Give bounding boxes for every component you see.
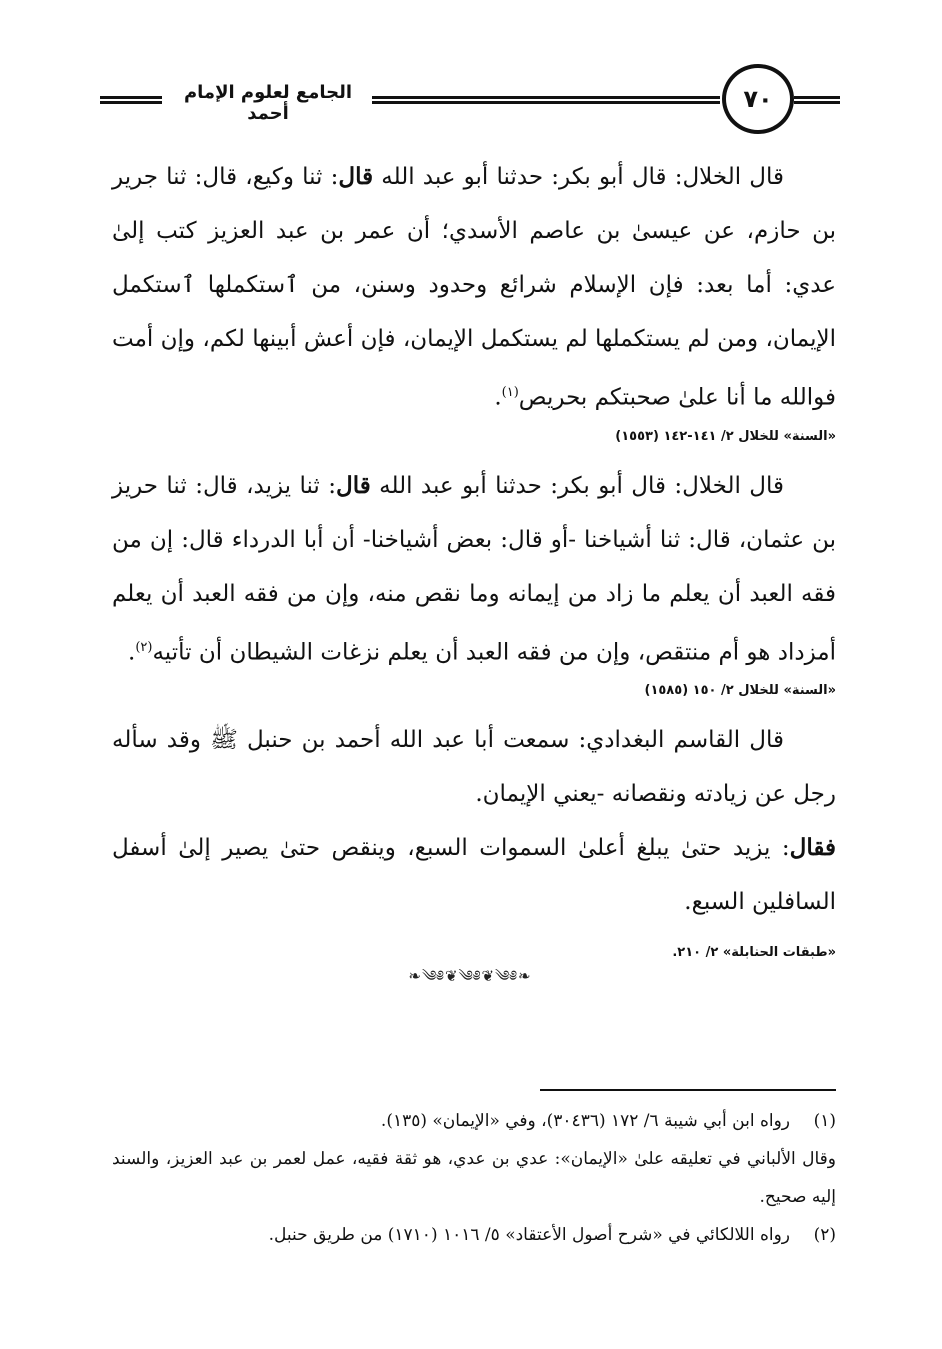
footnote-1 (112, 1102, 836, 1140)
footnotes (112, 1102, 836, 1254)
header-rule-left (100, 96, 162, 104)
footnote-ref[interactable]: (١) (501, 385, 519, 400)
footnote-number: (١) (813, 1111, 836, 1131)
running-title: الجامع لعلوم الإمام أحمد (183, 82, 353, 124)
narration-tail: . (494, 384, 502, 411)
narration-bold-word: فقال (789, 834, 836, 862)
narration-lead: قال الخلال: قال أبو بكر: حدثنا أبو عبد الله (373, 164, 784, 190)
narration-paragraph-4 (112, 821, 836, 929)
narration-paragraph-3: قال القاسم البغدادي: سمعت أبا عبد الله أحمد بن حنبل ﷺ وقد سأله رجل عن زيادته ونقصانه -يعني الإيمان. (112, 727, 836, 808)
header-rule-middle (372, 96, 720, 104)
page-header (100, 62, 840, 138)
footnote-1-continued: وقال الألباني في تعليقه علىٰ «الإيمان»: عدي بن عدي، هو ثقة فقيه، عمل لعمر بن عبد العزيز، والسند إليه صحيح. (112, 1149, 837, 1207)
footnote-rule (540, 1089, 836, 1091)
narration-bold-word: قال (336, 471, 371, 499)
source-citation-3: «طبقات الحنابلة» ٢/ ٢١٠. (672, 945, 836, 961)
source-citation-1: «السنة» للخلال ٢/ ١٤١-١٤٢ (١٥٥٣) (615, 428, 836, 444)
source-citation-2: «السنة» للخلال ٢/ ١٥٠ (١٥٨٥) (644, 683, 836, 699)
narration-body: : ثنا يزيد، قال: ثنا حريز بن عثمان، قال: ثنا أشياخنا -أو قال: بعض أشياخنا- أن أبا الدرداء قال: إن من فقه العبد أن يعلم ما زاد من إيمانه وما نقص منه، وإن من فقه العبد أن يعلم أمزداد هو أم منتقص، وإن من فقه العبد أن يعلم نزغات الشيطان أن تأتيه (112, 472, 836, 666)
footnote-text: رواه اللالكائي في «شرح أصول الأعتقاد» ٥/ ١٠١٦ (١٧١٠) من طريق حنبل. (268, 1225, 790, 1245)
page-number: ٧٠ (722, 64, 794, 134)
ornament-divider: ❧༄༅❦༄༅❦༄༅❧ (408, 967, 532, 985)
footnote-number: (٢) (813, 1225, 836, 1245)
narration-lead: قال الخلال: قال أبو بكر: حدثنا أبو عبد الله (370, 472, 784, 499)
narration-bold-word: قال (338, 163, 374, 190)
narration-tail: . (128, 639, 136, 666)
narration-paragraph-1 (112, 150, 836, 425)
narration-paragraph-2 (112, 459, 836, 680)
footnote-2 (112, 1216, 836, 1254)
narration-body: : ثنا وكيع، قال: ثنا جرير بن حازم، عن عيسىٰ بن عاصم الأسدي؛ أن عمر بن عبد العزيز كتب إلىٰ عدي: أما بعد: فإن الإسلام شرائع وحدود وسنن، من ٱستكملها ٱستكمل الإيمان، ومن لم يستكملها لم يستكمل الإيمان، فإن أعش أبينها لكم، وإن أمت فوالله ما أنا علىٰ صحبتكم بحريص (112, 164, 836, 411)
header-rule-right (794, 96, 840, 104)
footnote-ref[interactable]: (٢) (135, 639, 153, 655)
narration-body: : يزيد حتىٰ يبلغ أعلىٰ السموات السبع، وينقص حتىٰ يصير إلىٰ أسفل السافلين السبع. (112, 835, 836, 916)
main-text (112, 150, 836, 975)
footnote-text: رواه ابن أبي شيبة ٦/ ١٧٢ (٣٠٤٣٦)، وفي «الإيمان» (١٣٥). (380, 1111, 790, 1131)
